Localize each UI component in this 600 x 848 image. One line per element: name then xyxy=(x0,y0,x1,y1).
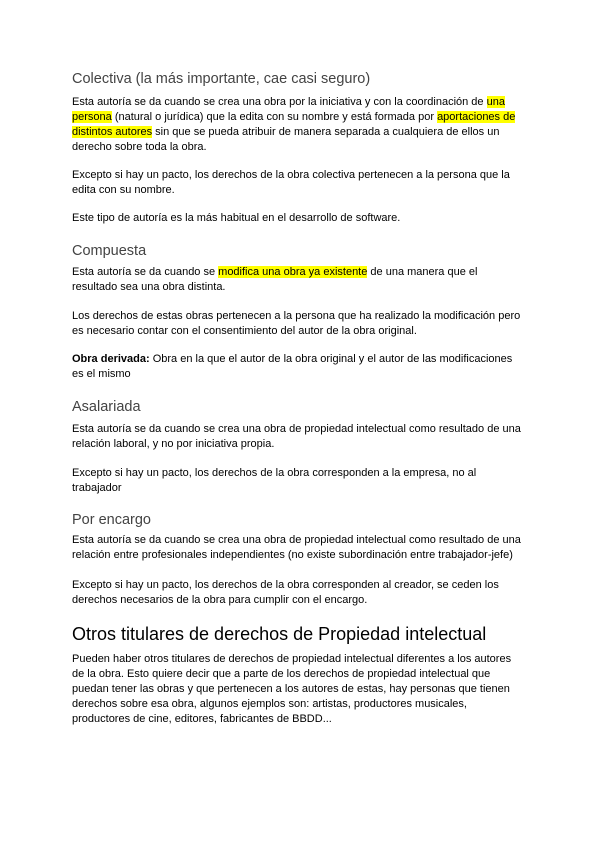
encargo-paragraph-1 xyxy=(72,533,528,563)
heading-colectiva: Colectiva (la más importante, cae casi seguro) xyxy=(72,71,371,87)
highlighted-text: distintos autores xyxy=(72,126,153,138)
term-label: Obra derivada: xyxy=(72,353,150,365)
text-line: Este tipo de autoría es la más habitual en el desarrollo de software. xyxy=(72,212,401,224)
text-run: Esta autoría se da cuando se xyxy=(72,266,219,278)
encargo-paragraph-2 xyxy=(72,578,528,608)
text-line: trabajador xyxy=(72,482,122,494)
colectiva-paragraph-1 xyxy=(72,95,528,155)
text-run: de una manera que el xyxy=(367,266,478,278)
text-line: relación entre profesionales independientes (no existe subordinación entre trabajador-jefe) xyxy=(72,549,513,561)
text-line: Excepto si hay un pacto, los derechos de la obra colectiva pertenecen a la persona que la xyxy=(72,169,510,181)
colectiva-paragraph-2 xyxy=(72,168,528,198)
text-line: Esta autoría se da cuando se crea una obra de propiedad intelectual como resultado de una xyxy=(72,423,521,435)
text-run: (natural o jurídica) que la edita con su nombre y está formada por xyxy=(111,111,438,123)
otros-paragraph-1 xyxy=(72,652,528,727)
text-run: Esta autoría se da cuando se crea una obra por la iniciativa y con la coordinación de xyxy=(72,96,487,108)
text-run: Obra en la que el autor de la obra original y el autor de las modificaciones xyxy=(149,353,513,365)
text-run: sin que se pueda atribuir de manera separada a cualquiera de ellos un xyxy=(152,126,500,138)
text-line: edita con su nombre. xyxy=(72,184,175,196)
heading-asalariada: Asalariada xyxy=(72,399,141,415)
highlighted-text: persona xyxy=(72,111,112,123)
heading-otros-titulares: Otros titulares de derechos de Propiedad intelectual xyxy=(72,624,487,644)
asalariada-paragraph-1 xyxy=(72,422,528,452)
heading-por-encargo: Por encargo xyxy=(72,512,151,528)
text-line: es necesario contar con el consentimiento del autor de la obra original. xyxy=(72,325,417,337)
obra-derivada-paragraph xyxy=(72,352,528,382)
text-line: derechos necesarios de la obra para cumplir con el encargo. xyxy=(72,594,368,606)
compuesta-paragraph-2 xyxy=(72,309,528,339)
asalariada-paragraph-2 xyxy=(72,466,528,496)
text-line: Esta autoría se da cuando se crea una obra de propiedad intelectual como resultado de una xyxy=(72,534,521,546)
text-line: derechos sobre esa obra, algunos ejemplos son: artistas, productores musicales, xyxy=(72,698,467,710)
highlighted-text: una xyxy=(486,96,505,108)
text-line: puedan tener las obras y que pertenecen a los autores de estas, hay personas que tienen xyxy=(72,683,510,695)
text-line: relación laboral, y no por iniciativa propia. xyxy=(72,438,275,450)
text-line: derecho sobre toda la obra. xyxy=(72,141,207,153)
highlighted-text: modifica una obra ya existente xyxy=(218,266,368,278)
colectiva-paragraph-3 xyxy=(72,211,528,226)
text-line: es el mismo xyxy=(72,368,131,380)
text-line: Excepto si hay un pacto, los derechos de la obra corresponden al creador, se ceden los xyxy=(72,579,499,591)
text-line: Excepto si hay un pacto, los derechos de la obra corresponden a la empresa, no al xyxy=(72,467,477,479)
text-line: de la obra. Esto quiere decir que a parte de los derechos de propiedad intelectual que xyxy=(72,668,491,680)
text-line: resultado sea una obra distinta. xyxy=(72,281,226,293)
highlighted-text: aportaciones de xyxy=(437,111,516,123)
text-line: Los derechos de estas obras pertenecen a la persona que ha realizado la modificación pero xyxy=(72,310,521,322)
compuesta-paragraph-1 xyxy=(72,265,528,295)
heading-compuesta: Compuesta xyxy=(72,243,147,259)
text-line: Pueden haber otros titulares de derechos de propiedad intelectual diferentes a los autores xyxy=(72,653,512,665)
text-line: productores de cine, editores, fabricantes de BBDD... xyxy=(72,713,332,725)
